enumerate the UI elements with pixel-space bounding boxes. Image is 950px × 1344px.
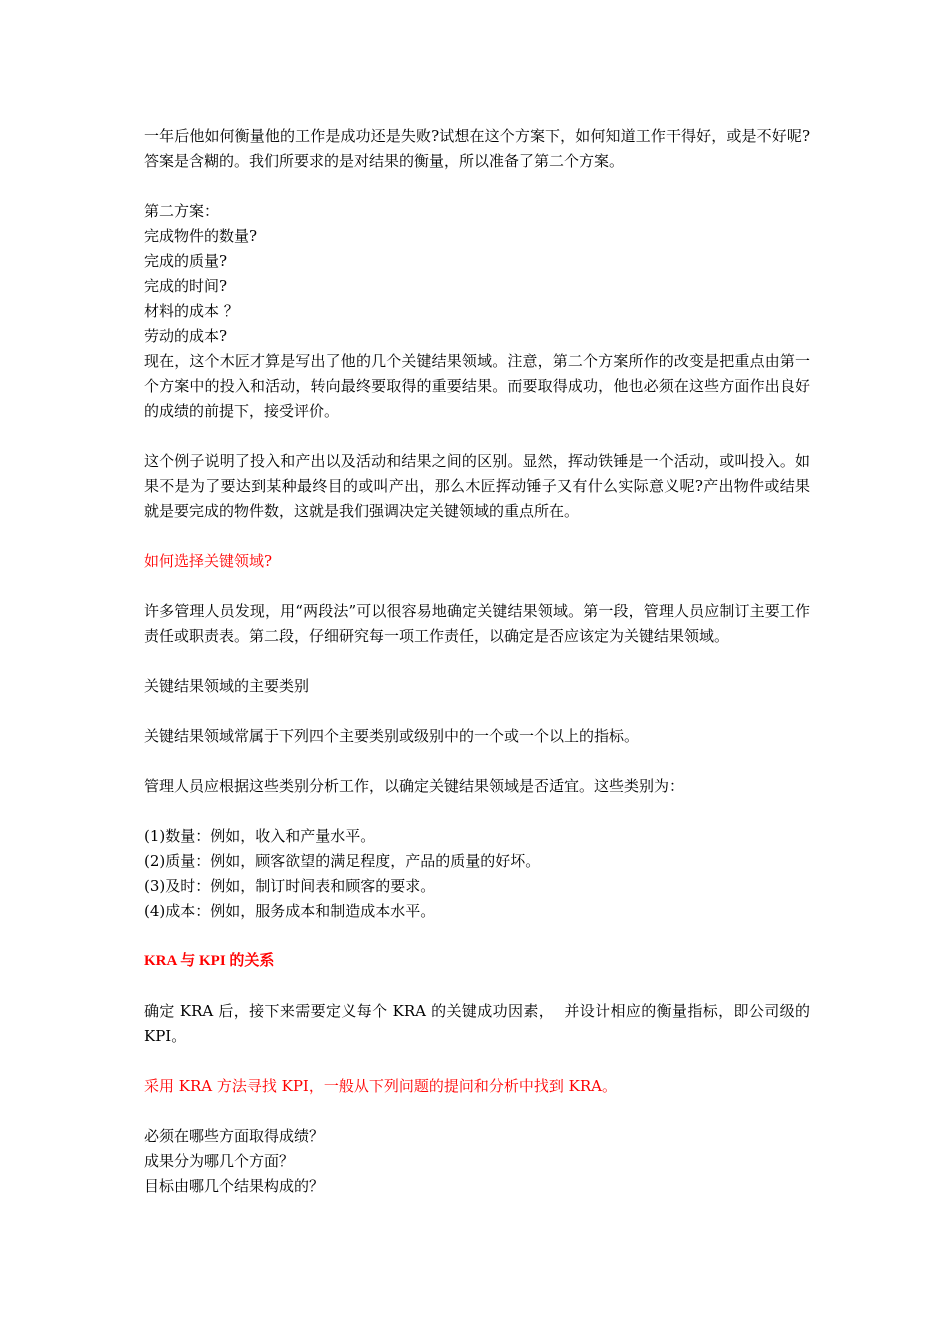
heading-main-categories: 关键结果领域的主要类别 — [144, 677, 310, 695]
category-item-quantity: (1)数量：例如，收入和产量水平。 — [144, 827, 376, 845]
plan2-title: 第二方案： — [144, 202, 220, 220]
paragraph-key-results: 现在，这个木匠才算是写出了他的几个关键结果领域。注意，第二个方案所作的改变是把重点由第一个方案中的投入和活动，转向最终要取得的重要结果。而要取得成功，他也必须在这些方面作出良好的成绩的前提下，接受评价。 — [144, 352, 810, 420]
spacer — [144, 574, 810, 599]
spacer — [144, 524, 810, 549]
spacer — [144, 424, 810, 449]
question-item-goal-composition: 目标由哪几个结果构成的？ — [144, 1177, 325, 1195]
heading-kra-kpi-relation: KRA 与 KPI 的关系 — [144, 953, 275, 969]
heading-select-key-areas: 如何选择关键领域? — [144, 552, 273, 570]
plan2-item-labor-cost: 劳动的成本? — [144, 327, 228, 345]
spacer — [144, 699, 810, 724]
spacer — [144, 749, 810, 774]
category-item-quality: (2)质量：例如，顾客欲望的满足程度，产品的质量的好坏。 — [144, 852, 541, 870]
paragraph-kra-definition: 确定 KRA 后，接下来需要定义每个 KRA 的关键成功因素， 并设计相应的衡量指标，即公司级的 KPI。 — [144, 1002, 815, 1045]
paragraph-input-output: 这个例子说明了投入和产出以及活动和结果之间的区别。显然，挥动铁锤是一个活动，或叫投入。如果不是为了要达到某种最终目的或叫产出，那么木匠挥动锤子又有什么实际意义呢?产出物件或结果就是要完成的物件数，这就是我们强调决定关键领域的重点所在。 — [144, 452, 810, 520]
spacer — [144, 174, 810, 199]
category-item-timeliness: (3)及时：例如，制订时间表和顾客的要求。 — [144, 877, 436, 895]
plan2-item-material-cost: 材料的成本 ？ — [144, 302, 239, 320]
spacer — [144, 1099, 810, 1124]
spacer — [144, 974, 810, 999]
question-item-outcomes: 成果分为哪几个方面？ — [144, 1152, 295, 1170]
paragraph-evaluation: 一年后他如何衡量他的工作是成功还是失败?试想在这个方案下，如何知道工作干得好，或是不好呢?答案是含糊的。我们所要求的是对结果的衡量，所以准备了第二个方案。 — [144, 127, 810, 170]
paragraph-categories-intro: 关键结果领域常属于下列四个主要类别或级别中的一个或一个以上的指标。 — [144, 727, 640, 745]
paragraph-two-step-method: 许多管理人员发现，用“两段法”可以很容易地确定关键结果领域。第一段，管理人员应制订主要工作责任或职责表。第二段，仔细研究每一项工作责任，以确定是否应该定为关键结果领域。 — [144, 602, 810, 645]
document-page — [144, 124, 815, 1199]
plan2-item-time: 完成的时间? — [144, 277, 228, 295]
spacer — [144, 924, 810, 949]
category-item-cost: (4)成本：例如，服务成本和制造成本水平。 — [144, 902, 436, 920]
spacer — [144, 1049, 810, 1074]
paragraph-kra-method: 采用 KRA 方法寻找 KPI，一般从下列问题的提问和分析中找到 KRA。 — [144, 1077, 617, 1095]
spacer — [144, 799, 810, 824]
question-item-achievements: 必须在哪些方面取得成绩？ — [144, 1127, 325, 1145]
plan2-item-quantity: 完成物件的数量? — [144, 227, 258, 245]
paragraph-analysis: 管理人员应根据这些类别分析工作，以确定关键结果领域是否适宜。这些类别为： — [144, 777, 685, 795]
spacer — [144, 649, 810, 674]
plan2-item-quality: 完成的质量? — [144, 252, 228, 270]
